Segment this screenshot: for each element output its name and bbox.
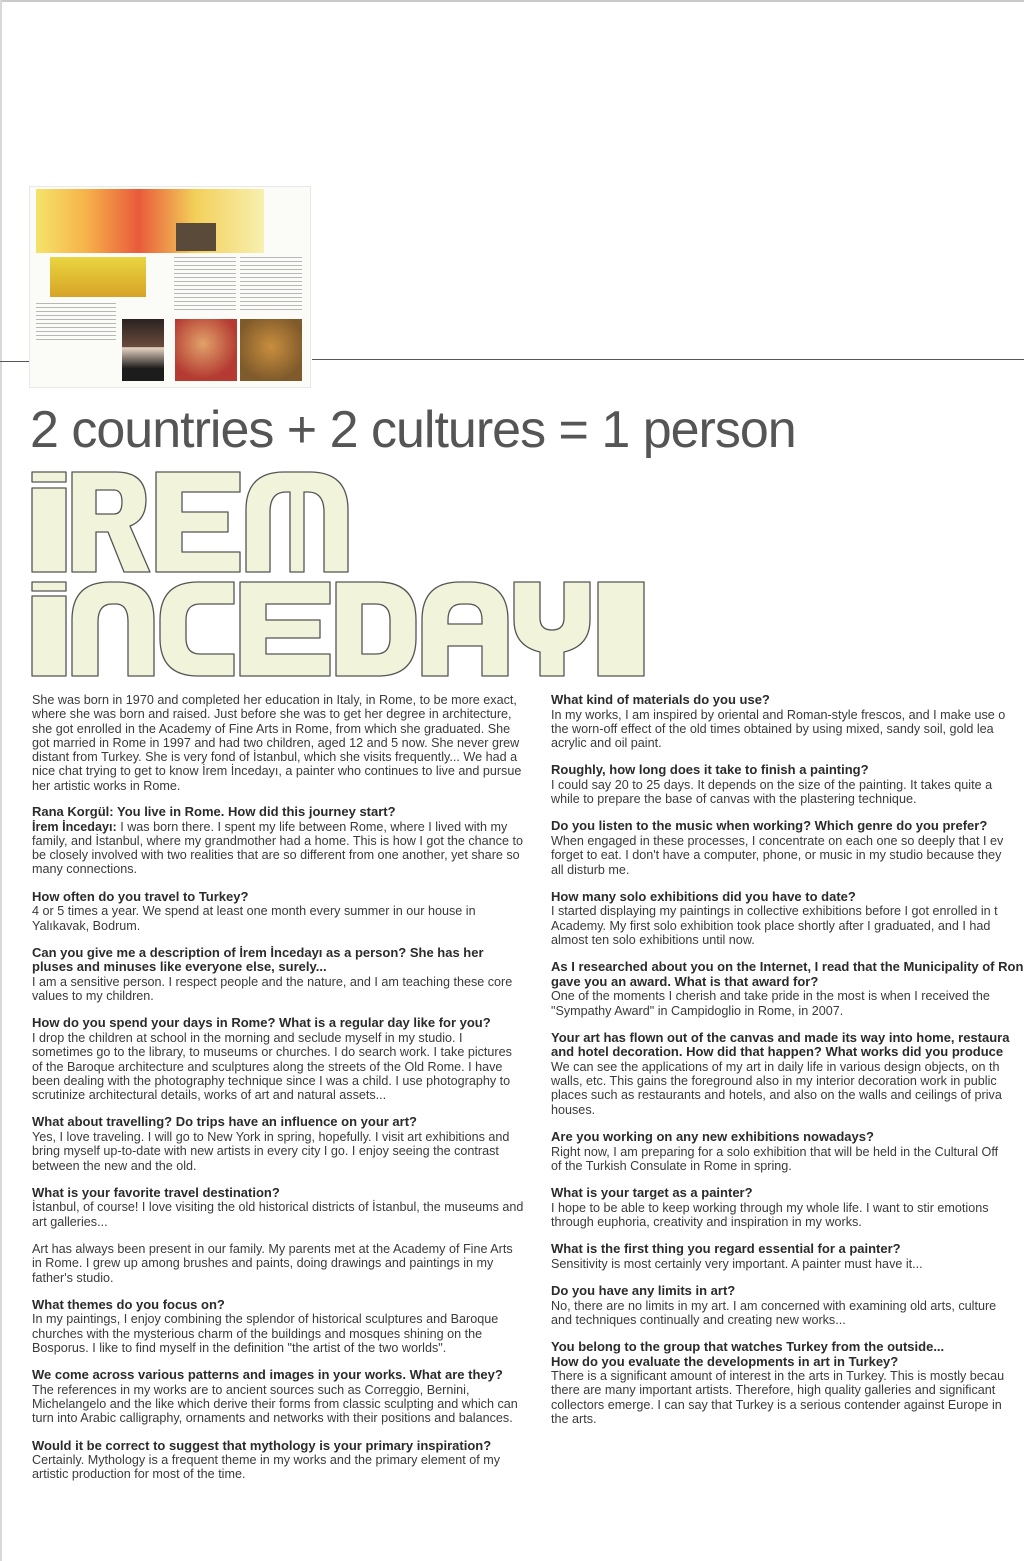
letter-I-top: [32, 488, 66, 572]
interview-answer: Sensitivity is most certainly very important. A painter must have it...: [551, 1256, 923, 1271]
interview-answer: through euphoria, creativity and inspiration in my works.: [551, 1214, 862, 1229]
right-column: [551, 693, 1024, 1439]
interview-answer: İstanbul, of course! I love visiting the old historical districts of İstanbul, the museums and art galleries...: [32, 1200, 524, 1229]
interview-item: [551, 960, 1024, 1018]
interview-answer: We can see the applications of my art in daily life in various design objects, on th: [551, 1059, 1000, 1074]
interview-item: [551, 1130, 1024, 1173]
interview-question: How often do you travel to Turkey?: [32, 888, 249, 904]
interview-item: [32, 805, 524, 877]
interview-answer: all disturb me.: [551, 862, 630, 877]
interview-question: What kind of materials do you use?: [551, 693, 770, 707]
letter-C: [160, 582, 234, 676]
interview-answer: places such as restaurants and hotels, and also on the walls and ceilings of priva: [551, 1088, 1002, 1103]
thumbnail-text-column: [36, 303, 116, 343]
letter-I-last: [598, 582, 644, 676]
interview-question: How do you spend your days in Rome? What is a regular day like for you?: [32, 1015, 491, 1031]
interview-question: What is your favorite travel destination?: [32, 1184, 280, 1200]
interview-item: [551, 1031, 1024, 1117]
interview-question: Can you give me a description of İrem İncedayı as a person? She has her pluses and minuses like everyone else, surely...: [32, 944, 484, 975]
interview-answer: One of the moments I cherish and take pride in the most is when I received the: [551, 989, 990, 1004]
interview-answer: collectors emerge. I can say that Turkey is a serious contender against Europe in: [551, 1397, 1002, 1412]
page-top-edge: [0, 0, 1024, 2]
interview-answer: of the Turkish Consulate in Rome in spring.: [551, 1158, 792, 1173]
interview-item: [32, 1186, 524, 1229]
interview-item: [551, 1242, 1024, 1271]
thumbnail-painting-gold: [240, 319, 302, 381]
letter-M: [246, 472, 348, 572]
interview-question: How many solo exhibitions did you have to date?: [551, 888, 856, 904]
letter-Y: [514, 582, 590, 676]
interview-answer: I could say 20 to 25 days. It depends on the size of the painting. It takes quite a: [551, 777, 993, 792]
header-rule-left: [0, 361, 30, 362]
interview-question: What is your target as a painter?: [551, 1185, 753, 1201]
interview-answer: acrylic and oil paint.: [551, 736, 662, 751]
interview-answer: houses.: [551, 1102, 596, 1117]
letter-A: [422, 582, 508, 676]
interview-question: As I researched about you on the Internet, I read that the Municipality of Ron: [551, 959, 1024, 975]
interview-item: [32, 1439, 524, 1482]
interview-answer: the worn-off effect of the old times obtained by using mixed, sandy soil, gold lea: [551, 721, 994, 736]
interview-question: What themes do you focus on?: [32, 1296, 225, 1312]
interview-item: [32, 1115, 524, 1172]
interview-answer: When engaged in these processes, I concentrate on each one so deeply that I ev: [551, 833, 1004, 848]
interview-answer: there are many important artists. Therefore, high quality galleries and significant: [551, 1383, 996, 1398]
interview-answer: The references in my works are to ancient sources such as Correggio, Bernini, Michelangelo and the like which derive their forms from classic sculpting and which can turn into Arabic calligraphy, ornaments and networks with their positions and balances.: [32, 1382, 518, 1426]
interview-answer: walls, etc. This gains the foreground also in my interior decoration work in public: [551, 1074, 997, 1089]
interview-answer: I drop the children at school in the morning and seclude myself in my studio. I sometimes go to the library, to museums or churches. I do search work. I take pictures of the Baroque architecture and sculptures along the streets of the Old Rome. I have been dealing with the photography technique since I was a child. I use photography to scrutinize architectural details, works of art and natural assets...: [32, 1030, 512, 1103]
interview-question: Roughly, how long does it take to finish a painting?: [551, 762, 869, 778]
thumbnail-title-block: [50, 257, 146, 297]
interview-answer: while to prepare the base of canvas with the plastering technique.: [551, 792, 917, 807]
page-left-edge: [0, 0, 2, 1561]
interview-question: We come across various patterns and images in your works. What are they?: [32, 1367, 503, 1383]
interview-answer: forget to eat. I don't have a computer, phone, or music in my studio because they: [551, 848, 1002, 863]
interview-answer: No, there are no limits in my art. I am concerned with examining old arts, culture: [551, 1298, 997, 1313]
letter-N: [72, 582, 154, 676]
interview-item: [32, 890, 524, 933]
interview-answer: Certainly. Mythology is a frequent theme in my works and the primary element of my artistic production for most of the time.: [32, 1453, 501, 1482]
interview-answer: the arts.: [551, 1412, 597, 1427]
answer-text: I was born there. I spent my life between Rome, where I lived with my family, and İstanbul, where my grandmother had a home. This is how I got the chance to be closely involved with two realities that are so different from one another, yet share so many connections.: [32, 819, 523, 877]
thumbnail-paint-splash: [36, 189, 264, 253]
interview-item: [551, 1186, 1024, 1229]
thumbnail-painting-red: [175, 319, 237, 381]
interview-item: [32, 1298, 524, 1355]
speaker-label: İrem İncedayı:: [32, 819, 117, 834]
interview-question: gave you an award. What is that award for?: [551, 973, 819, 989]
letter-I-dot: [32, 472, 66, 482]
interview-item: [551, 763, 1024, 806]
interview-paragraph: [32, 1242, 524, 1285]
thumbnail-photo-inset: [176, 223, 216, 251]
letter-R: [72, 472, 150, 572]
article-headline: 2 countries + 2 cultures = 1 person: [30, 401, 796, 459]
interview-question: Do you have any limits in art?: [551, 1283, 736, 1299]
interview-question: and hotel decoration. How did that happen? What works did you produce: [551, 1044, 1004, 1060]
thumbnail-text-column: [240, 257, 302, 313]
interview-question: Do you listen to the music when working? Which genre do you prefer?: [551, 818, 988, 834]
interview-answer: In my paintings, I enjoy combining the splendor of historical sculptures and Baroque churches with the mysterious charm of the buildings and mosques shining on the Bosporus. I like to find myself in the definition "the artist of the two worlds".: [32, 1312, 499, 1355]
interview-item: [551, 1340, 1024, 1426]
interview-answer: Art has always been present in our family. My parents met at the Academy of Fine Arts in Rome. I grew up among brushes and paints, doing drawings and paintings in my father's studio.: [32, 1241, 513, 1285]
interview-answer: [32, 820, 524, 877]
letter-I-bottom-dot: [32, 582, 66, 591]
interview-question: Are you working on any new exhibitions nowadays?: [551, 1129, 874, 1145]
interview-item: [32, 1368, 524, 1425]
interview-answer: almost ten solo exhibitions until now.: [551, 932, 755, 947]
interview-answer: Right now, I am preparing for a solo exhibition that will be held in the Cultural Off: [551, 1144, 999, 1159]
name-display-title: [28, 470, 653, 680]
interview-answer: I am a sensitive person. I respect people and the nature, and I am teaching these core values to my children.: [32, 974, 513, 1004]
interview-item: [551, 890, 1024, 947]
interview-answer: 4 or 5 times a year. We spend at least one month every summer in our house in Yalıkavak, Bodrum.: [32, 904, 476, 933]
interview-answer: Yes, I love traveling. I will go to New York in spring, hopefully. I visit art exhibitions and bring myself up-to-date with new artists in every city I go. I enjoy seeing the contrast between the new and the old.: [32, 1129, 510, 1173]
article-spread-thumbnail: [30, 187, 310, 387]
interview-question: What about travelling? Do trips have an influence on your art?: [32, 1114, 417, 1130]
header-rule-right: [312, 359, 1024, 360]
interview-item: [551, 693, 1024, 750]
interview-question: What is the first thing you regard essential for a painter?: [551, 1241, 901, 1257]
intro-paragraph: She was born in 1970 and completed her education in Italy, in Rome, to be more exact, where she was born and raised. Just before she was to get her degree in architecture, she got enrolled in the Academy of Fine Arts in Rome, from which she graduated. She got married in Rome in 1997 and had two children, aged 12 and 5 now. She never grew distant from Turkey. She is very fond of İstanbul, which she visits frequently... We had a nice chat trying to get to know İrem İncedayı, a painter who continues to live and pursue her artistic works in Rome.: [32, 693, 522, 793]
letter-I-bottom: [32, 596, 66, 676]
interview-answer: Academy. My first solo exhibition took place shortly after I graduated, and I had: [551, 918, 991, 933]
letter-E: [156, 472, 240, 572]
interview-question: You belong to the group that watches Turkey from the outside...: [551, 1339, 945, 1355]
interview-question: Rana Korgül: You live in Rome. How did this journey start?: [32, 804, 396, 820]
interview-item: [32, 1016, 524, 1102]
interview-answer: There is a significant amount of interest in the arts in Turkey. This is mostly becau: [551, 1369, 1005, 1384]
interview-answer: and techniques continually and creating new works...: [551, 1312, 846, 1327]
interview-answer: "Sympathy Award" in Campidoglio in Rome, in 2007.: [551, 1003, 844, 1018]
interview-item: [551, 1284, 1024, 1327]
interview-item: [551, 819, 1024, 876]
interview-question: Your art has flown out of the canvas and made its way into home, restaura: [551, 1029, 1010, 1045]
interview-item: [32, 946, 524, 1004]
interview-question: Would it be correct to suggest that mythology is your primary inspiration?: [32, 1437, 492, 1453]
left-column: [32, 693, 524, 1495]
interview-answer: I hope to be able to keep working through my whole life. I want to stir emotions: [551, 1200, 989, 1215]
thumbnail-text-column: [174, 257, 236, 313]
interview-question: How do you evaluate the developments in art in Turkey?: [551, 1353, 899, 1369]
letter-D: [336, 582, 416, 676]
thumbnail-portrait-photo: [122, 319, 164, 381]
letter-E2: [240, 582, 330, 676]
interview-answer: In my works, I am inspired by oriental and Roman-style frescos, and I make use o: [551, 707, 1006, 722]
interview-answer: I started displaying my paintings in collective exhibitions before I got enrolled in t: [551, 904, 998, 919]
